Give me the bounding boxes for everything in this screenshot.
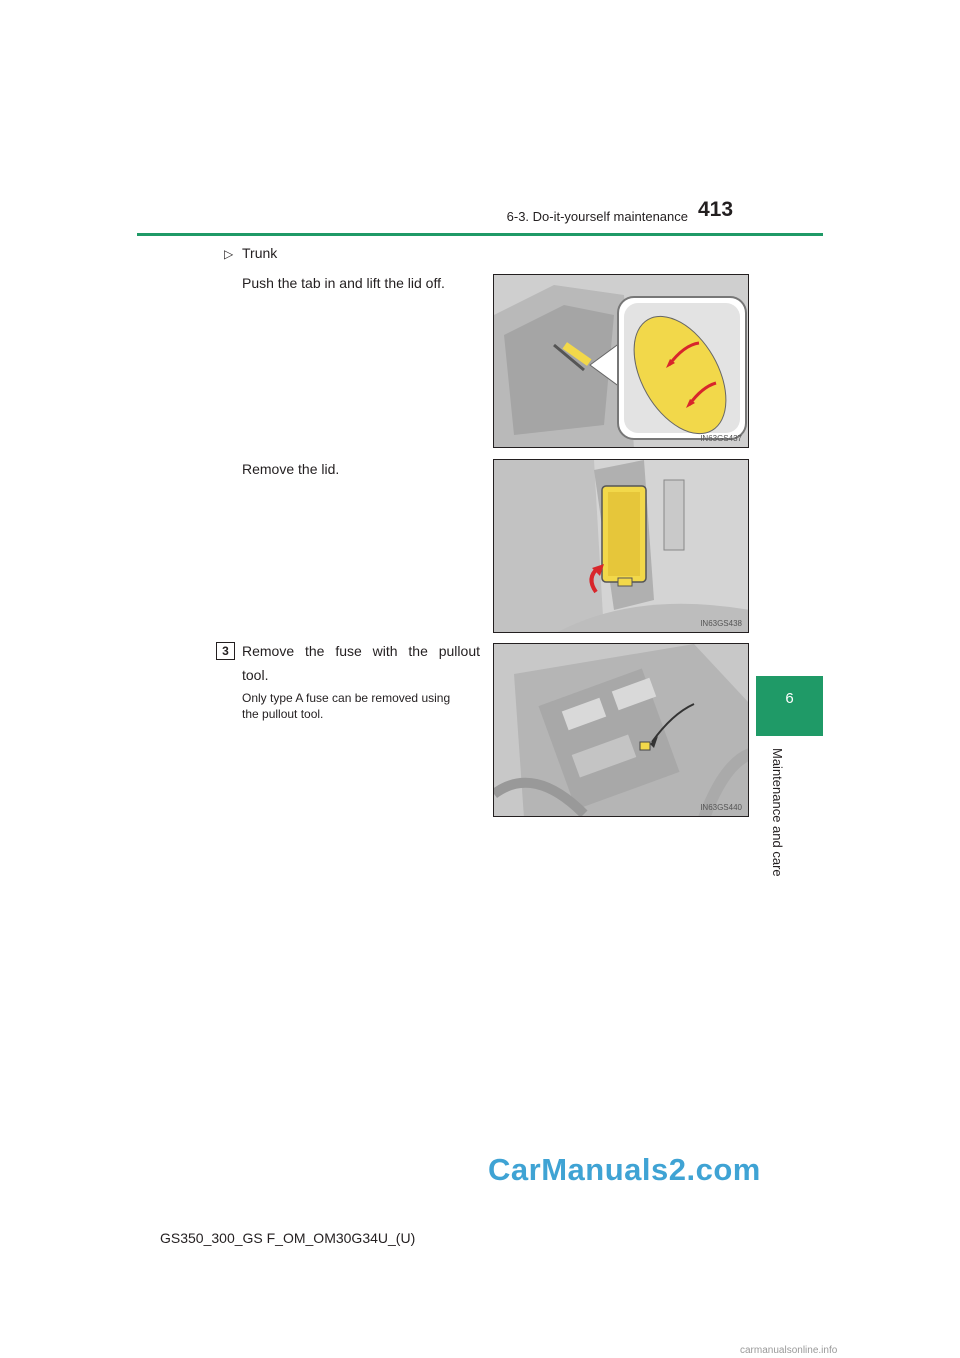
figure-trunk-tab: [493, 274, 749, 448]
step3-note-line1: Only type A fuse can be removed using: [242, 691, 451, 705]
fuse-box-illustration: [494, 644, 749, 817]
figure-fuse-box: [493, 643, 749, 817]
step3-note-line2: the pullout tool.: [242, 707, 324, 721]
figure-code: IN63GS437: [700, 434, 742, 443]
watermark-footer: carmanualsonline.info: [740, 1345, 838, 1356]
step2-text: Remove the lid.: [242, 461, 340, 477]
chapter-tab-label: Maintenance and care: [770, 748, 785, 877]
step1-text: Push the tab in and lift the lid off.: [242, 275, 445, 291]
chapter-tab-number: 6: [785, 690, 794, 707]
step3-text-line2: tool.: [242, 667, 269, 683]
lid-illustration: [494, 460, 749, 633]
step-number-badge: 3: [216, 642, 235, 660]
step3-text-line1: Remove the fuse with the pullout: [242, 643, 480, 659]
watermark-logo: CarManuals2.com: [488, 1152, 761, 1187]
figure-code: IN63GS440: [700, 803, 742, 812]
header-divider: [137, 233, 823, 236]
bullet-heading: Trunk: [242, 245, 278, 261]
figure-code: IN63GS438: [700, 619, 742, 628]
trunk-illustration: [494, 275, 749, 448]
document-code: GS350_300_GS F_OM_OM30G34U_(U): [160, 1230, 416, 1246]
figure-remove-lid: [493, 459, 749, 633]
triangle-bullet-icon: ▷: [224, 247, 234, 261]
section-header: 6-3. Do-it-yourself maintenance: [506, 209, 688, 224]
page-number: 413: [698, 198, 734, 221]
